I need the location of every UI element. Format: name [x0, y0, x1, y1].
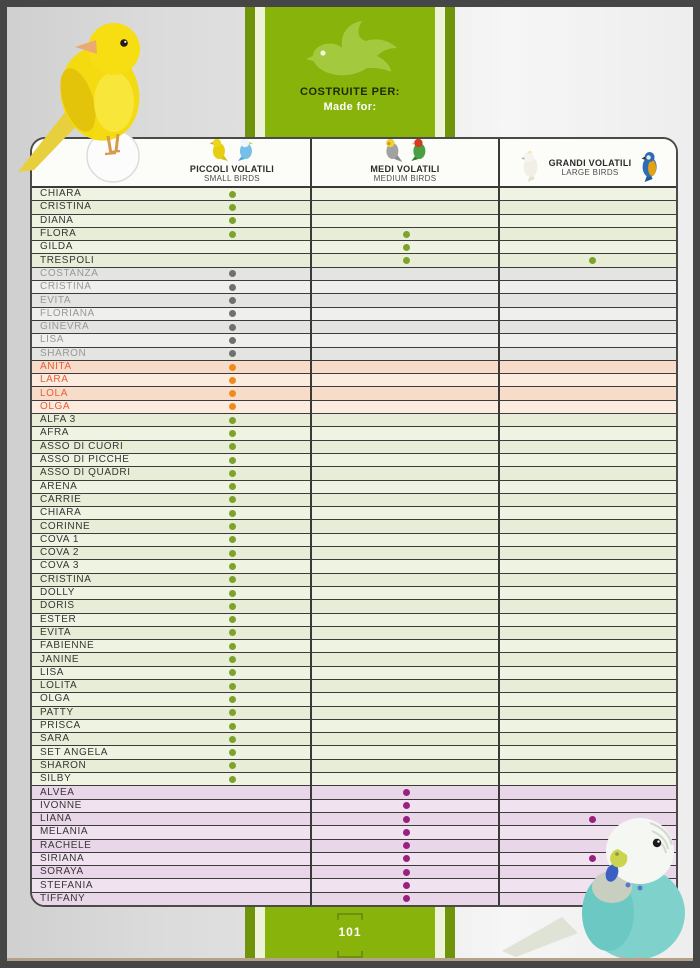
category-dot-small: [229, 191, 236, 198]
table-row: [32, 215, 676, 228]
table-row: [32, 441, 676, 454]
model-name: RACHELE: [40, 839, 92, 851]
category-dot-small: [229, 231, 236, 238]
model-name: GINEVRA: [40, 321, 90, 333]
category-dot-small: [229, 324, 236, 331]
category-dot-medium: [403, 816, 410, 823]
model-name: FABIENNE: [40, 640, 95, 652]
category-dot-medium: [403, 842, 410, 849]
column-divider: [310, 139, 312, 905]
table-row: [32, 600, 676, 613]
category-dot-small: [229, 403, 236, 410]
dove-silhouette-icon: [289, 18, 411, 84]
model-name: ARENA: [40, 480, 78, 492]
category-dot-small: [229, 364, 236, 371]
banner-title: COSTRUITE PER:: [300, 86, 400, 98]
model-name: CRISTINA: [40, 573, 92, 585]
table-row: [32, 308, 676, 321]
category-dot-small: [229, 297, 236, 304]
model-name: SHARON: [40, 759, 87, 771]
category-dot-small: [229, 284, 236, 291]
table-row: [32, 414, 676, 427]
model-name: LOLITA: [40, 680, 78, 692]
category-dot-small: [229, 443, 236, 450]
macaw-icon: [636, 151, 662, 183]
category-dot-small: [229, 310, 236, 317]
model-name: FLORIANA: [40, 307, 95, 319]
canary-photo: [8, 14, 188, 184]
model-name: IVONNE: [40, 799, 82, 811]
model-name: DORIS: [40, 600, 75, 612]
model-name: AFRA: [40, 427, 70, 439]
table-row: [32, 281, 676, 294]
model-name: CHIARA: [40, 507, 82, 519]
model-name: ANITA: [40, 361, 72, 372]
model-name: OLGA: [40, 400, 71, 412]
model-name: TIFFANY: [40, 892, 86, 904]
model-name: MELANIA: [40, 826, 89, 838]
table-row: [32, 773, 676, 786]
table-row: [32, 201, 676, 214]
category-dot-small: [229, 616, 236, 623]
category-dot-small: [229, 417, 236, 424]
category-dot-small: [229, 523, 236, 530]
table-row: [32, 614, 676, 627]
model-name: SORAYA: [40, 866, 84, 878]
table-row: [32, 587, 676, 600]
column-title: MEDI VOLATILI: [370, 164, 440, 174]
category-dot-medium: [403, 257, 410, 264]
table-row: [32, 294, 676, 307]
table-row: [32, 507, 676, 520]
column-header-small-birds: [190, 138, 274, 183]
model-name: ASSO DI CUORI: [40, 440, 124, 452]
category-dot-small: [229, 683, 236, 690]
crop-mark-top: [337, 913, 363, 920]
category-dot-small: [229, 749, 236, 756]
model-name: TRESPOLI: [40, 254, 95, 266]
category-dot-small: [229, 550, 236, 557]
scan-edge: [7, 958, 693, 961]
category-dot-small: [229, 736, 236, 743]
table-rows: [32, 188, 676, 905]
column-subtitle: MEDIUM BIRDS: [373, 174, 437, 183]
category-dot-medium: [403, 855, 410, 862]
table-row: [32, 786, 676, 799]
category-dot-small: [229, 204, 236, 211]
category-dot-small: [229, 723, 236, 730]
model-name: SILBY: [40, 773, 72, 785]
category-dot-small: [229, 337, 236, 344]
category-dot-small: [229, 377, 236, 384]
model-name: LIANA: [40, 813, 72, 825]
category-dot-small: [229, 762, 236, 769]
budgerigar-photo: [500, 815, 696, 961]
category-dot-small: [229, 709, 236, 716]
column-title: PICCOLI VOLATILI: [189, 164, 275, 174]
model-name: ALVEA: [40, 786, 75, 798]
category-dot-medium: [403, 829, 410, 836]
model-name: SARA: [40, 733, 70, 745]
model-name: ALFA 3: [40, 414, 76, 426]
model-name: LISA: [40, 666, 65, 678]
category-dot-medium: [403, 231, 410, 238]
cockatoo-icon: [518, 151, 544, 183]
model-name: CHIARA: [40, 188, 82, 200]
table-row: [32, 334, 676, 347]
model-name: CORINNE: [40, 520, 91, 532]
column-header-medium-birds: [370, 138, 439, 183]
model-name: SET ANGELA: [40, 746, 109, 758]
category-dot-small: [229, 496, 236, 503]
table-row: [32, 228, 676, 241]
model-name: LISA: [40, 334, 65, 346]
category-dot-small: [229, 643, 236, 650]
table-row: [32, 454, 676, 467]
table-row: [32, 467, 676, 480]
page-number: 101: [338, 925, 362, 939]
model-name: EVITA: [40, 294, 72, 306]
category-dot-small: [229, 603, 236, 610]
model-name: CRISTINA: [40, 281, 92, 293]
canary-and-budgie-icon: [204, 138, 260, 163]
table-row: [32, 693, 676, 706]
category-dot-small: [229, 629, 236, 636]
table-row: [32, 760, 676, 773]
model-name: LARA: [40, 374, 69, 386]
table-row: [32, 547, 676, 560]
category-dot-small: [229, 776, 236, 783]
model-name: ASSO DI QUADRI: [40, 467, 131, 479]
model-name: CARRIE: [40, 493, 82, 505]
model-name: JANINE: [40, 653, 80, 665]
category-dot-medium: [403, 895, 410, 902]
model-name: ESTER: [40, 613, 77, 625]
category-dot-small: [229, 470, 236, 477]
table-row: [32, 667, 676, 680]
cockatiel-and-lovebird-icon: [377, 138, 433, 163]
table-row: [32, 254, 676, 267]
category-dot-medium: [403, 869, 410, 876]
category-dot-small: [229, 510, 236, 517]
model-name: PATTY: [40, 706, 74, 718]
category-dot-small: [229, 656, 236, 663]
table-row: [32, 560, 676, 573]
table-row: [32, 627, 676, 640]
table-row: [32, 188, 676, 201]
model-name: STEFANIA: [40, 879, 94, 891]
table-row: [32, 720, 676, 733]
table-row: [32, 746, 676, 759]
model-name: PRISCA: [40, 720, 81, 732]
table-row: [32, 574, 676, 587]
bird-table: [30, 137, 678, 907]
banner-subtitle: Made for:: [323, 101, 377, 113]
table-row: [32, 241, 676, 254]
category-dot-small: [229, 590, 236, 597]
table-row: [32, 494, 676, 507]
model-name: SIRIANA: [40, 852, 85, 864]
model-name: CRISTINA: [40, 201, 92, 213]
table-row: [32, 374, 676, 387]
category-dot-medium: [403, 789, 410, 796]
model-name: DOLLY: [40, 587, 76, 599]
category-dot-medium: [403, 882, 410, 889]
table-row: [32, 640, 676, 653]
model-name: LOLA: [40, 387, 68, 399]
category-dot-large: [589, 257, 596, 264]
category-dot-small: [229, 536, 236, 543]
column-subtitle: SMALL BIRDS: [204, 174, 260, 183]
model-name: GILDA: [40, 241, 74, 253]
category-dot-small: [229, 669, 236, 676]
category-dot-small: [229, 390, 236, 397]
category-dot-medium: [403, 244, 410, 251]
table-row: [32, 387, 676, 400]
model-name: SHARON: [40, 347, 87, 359]
category-dot-small: [229, 430, 236, 437]
table-row: [32, 427, 676, 440]
category-dot-small: [229, 576, 236, 583]
table-row: [32, 680, 676, 693]
table-row: [32, 348, 676, 361]
model-name: COVA 1: [40, 533, 79, 545]
model-name: DIANA: [40, 214, 74, 226]
model-name: COVA 2: [40, 547, 79, 559]
column-divider: [498, 139, 500, 905]
category-dot-small: [229, 457, 236, 464]
table-row: [32, 534, 676, 547]
crop-mark-bottom: [337, 951, 363, 958]
column-subtitle: LARGE BIRDS: [561, 167, 619, 177]
table-row: [32, 321, 676, 334]
category-dot-small: [229, 563, 236, 570]
model-name: ASSO DI PICCHE: [40, 454, 130, 466]
model-name: COSTANZA: [40, 267, 99, 279]
table-row: [32, 361, 676, 374]
category-dot-small: [229, 483, 236, 490]
category-dot-small: [229, 696, 236, 703]
made-for-banner: [245, 0, 455, 137]
table-row: [32, 268, 676, 281]
category-dot-small: [229, 350, 236, 357]
model-name: COVA 3: [40, 560, 79, 572]
table-row: [32, 800, 676, 813]
category-dot-small: [229, 270, 236, 277]
model-name: OLGA: [40, 693, 71, 705]
column-header-large-birds: [518, 151, 663, 183]
table-row: [32, 401, 676, 414]
table-row: [32, 707, 676, 720]
column-title-block: [549, 158, 632, 177]
table-row: [32, 733, 676, 746]
column-title: GRANDI VOLATILI: [548, 157, 632, 168]
table-row: [32, 653, 676, 666]
table-row: [32, 481, 676, 494]
model-name: FLORA: [40, 228, 77, 240]
category-dot-small: [229, 217, 236, 224]
model-name: EVITA: [40, 626, 72, 638]
category-dot-medium: [403, 802, 410, 809]
table-row: [32, 520, 676, 533]
